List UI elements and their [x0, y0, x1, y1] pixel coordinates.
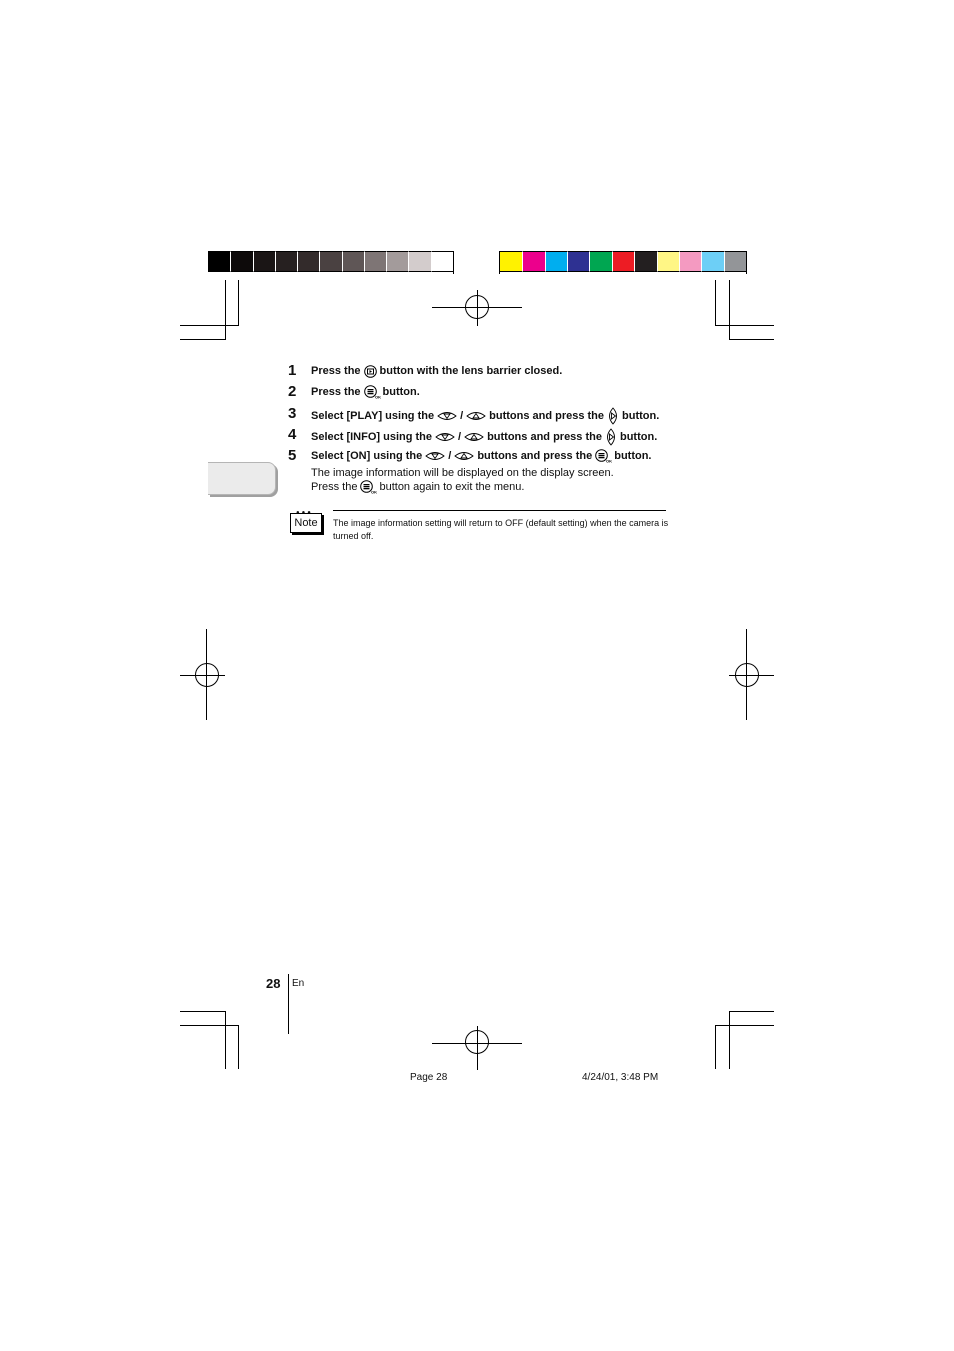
color-swatch [253, 251, 275, 272]
color-swatch [342, 251, 364, 272]
color-swatch [386, 251, 408, 272]
right-arrow-button-icon [607, 407, 619, 425]
right-arrow-button-icon [605, 428, 617, 446]
step-3-text [311, 407, 659, 425]
crop-mark [238, 280, 239, 326]
color-swatch [275, 251, 297, 272]
footer-timestamp: 4/24/01, 3:48 PM [582, 1072, 659, 1083]
grayscale-calibration-bar [208, 251, 454, 274]
step-text: buttons and press the [477, 450, 593, 462]
color-calibration-bar [499, 251, 747, 274]
crop-mark [180, 339, 225, 340]
step-number: 4 [288, 426, 297, 443]
step-text: Press the [311, 365, 361, 377]
crop-mark [225, 1011, 226, 1069]
color-swatch [500, 251, 522, 272]
svg-text:OK: OK [606, 458, 613, 464]
crop-mark [729, 1011, 730, 1069]
step-text: buttons and press the [489, 410, 605, 422]
crop-mark [715, 325, 774, 326]
result-text: The image information will be displayed on the display screen. [311, 467, 614, 479]
down-arrow-button-icon [435, 431, 455, 443]
color-swatch [297, 251, 319, 272]
color-swatch [208, 251, 230, 272]
color-swatch [634, 251, 656, 272]
up-arrow-button-icon [464, 431, 484, 443]
color-swatch [679, 251, 701, 272]
crop-mark [238, 1025, 239, 1069]
step-4-text [311, 428, 657, 446]
crop-mark [729, 1011, 774, 1012]
crop-mark [729, 339, 774, 340]
color-swatch [724, 251, 746, 272]
step-text: Select [INFO] using the [311, 431, 433, 443]
exit-text: Press the [311, 481, 358, 493]
step-text: Press the [311, 386, 361, 398]
crop-mark [180, 1011, 225, 1012]
crop-mark [715, 1025, 716, 1069]
down-arrow-button-icon [437, 410, 457, 422]
step-text: buttons and press the [487, 431, 602, 443]
color-swatch [612, 251, 634, 272]
up-arrow-button-icon [454, 450, 474, 462]
step-2-text [311, 385, 420, 399]
footer-page-label: Page 28 [410, 1072, 448, 1083]
step-text: Select [PLAY] using the [311, 410, 435, 422]
crop-mark [225, 280, 226, 340]
color-swatch [319, 251, 341, 272]
color-swatch [522, 251, 544, 272]
playback-button-icon [364, 365, 377, 378]
menu-ok-button-icon [360, 480, 376, 494]
color-swatch [230, 251, 252, 272]
crop-mark [729, 280, 730, 340]
color-swatch [364, 251, 386, 272]
slash-separator: / [460, 410, 464, 422]
crop-mark [180, 1025, 239, 1026]
menu-ok-button-icon [364, 385, 380, 399]
page-language: En [292, 978, 305, 989]
step-text: button. [622, 410, 660, 422]
step-text: button. [382, 386, 420, 398]
page-number-divider [288, 974, 289, 1034]
step-1-text [311, 364, 562, 378]
svg-text:OK: OK [371, 489, 378, 495]
color-swatch [431, 251, 453, 272]
step-text: button with the lens barrier closed. [379, 365, 563, 377]
crop-mark [715, 280, 716, 326]
color-swatch [701, 251, 723, 272]
up-arrow-button-icon [466, 410, 486, 422]
note-text: The image information setting will return to OFF (default setting) when the camera is turned off. [333, 518, 669, 541]
down-arrow-button-icon [425, 450, 445, 462]
exit-text: button again to exit the menu. [379, 481, 525, 493]
color-swatch [545, 251, 567, 272]
menu-ok-button-icon [595, 449, 611, 463]
step-number: 1 [288, 362, 297, 379]
step-text: Select [ON] using the [311, 450, 423, 462]
step-number: 5 [288, 447, 297, 464]
section-tab [208, 462, 276, 495]
page-number: 28 [266, 976, 281, 991]
step-text: button. [614, 450, 652, 462]
color-swatch [567, 251, 589, 272]
crop-mark [715, 1025, 774, 1026]
step-text: button. [619, 431, 658, 443]
crop-mark [180, 325, 239, 326]
color-swatch [589, 251, 611, 272]
slash-separator: / [458, 431, 462, 443]
note-divider [333, 510, 666, 511]
step-number: 3 [288, 405, 297, 422]
step-5-text [311, 449, 651, 463]
note-icon: Note [290, 513, 322, 533]
color-swatch [408, 251, 430, 272]
step-number: 2 [288, 383, 297, 400]
slash-separator: / [448, 450, 452, 462]
color-swatch [657, 251, 679, 272]
exit-instruction [311, 480, 524, 494]
svg-text:OK: OK [374, 394, 381, 400]
